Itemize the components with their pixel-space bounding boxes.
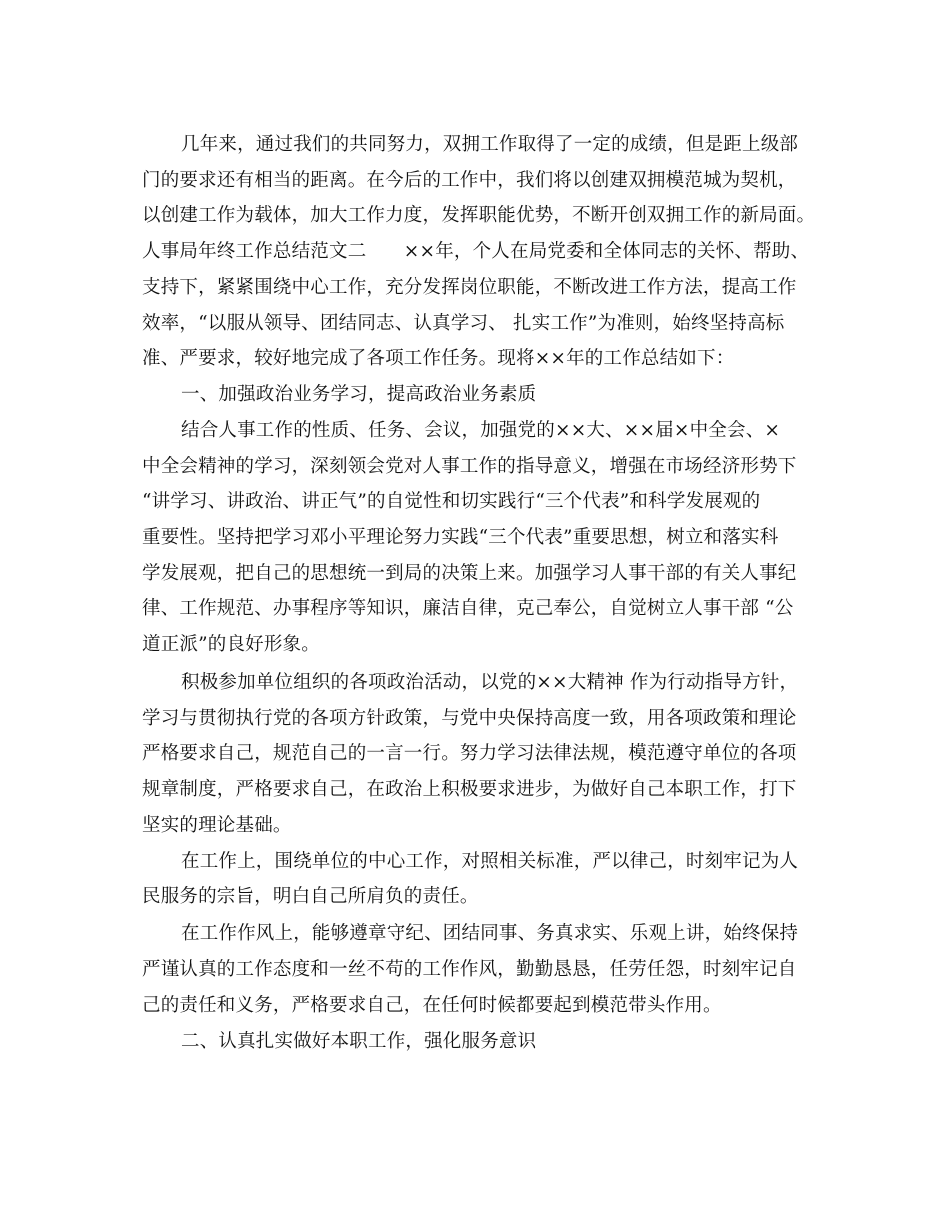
text-line: 在工作作风上，能够遵章守纪、团结同事、务真求实、乐观上讲，始终保持 [181, 923, 799, 944]
text-line: 中全会精神的学习，深刻领会党对人事工作的指导意义，增强在市场经济形势下 [142, 456, 797, 477]
section-heading: 一、加强政治业务学习，提高政治业务素质 [181, 384, 537, 405]
text-line: 积极参加单位组织的各项政治活动，以党的××大精神 作为行动指导方针， [181, 672, 799, 693]
text-line: 结合人事工作的性质、任务、会议，加强党的××大、××届×中全会、× [181, 420, 781, 441]
text-line: 重要性。坚持把学习邓小平理论努力实践“三个代表”重要思想，树立和落实科 [142, 527, 779, 548]
text-line: 学习与贯彻执行党的各项方针政策，与党中央保持高度一致，用各项政策和理论 [142, 708, 797, 729]
text-line: 严格要求自己，规范自己的一言一行。努力学习法律法规，模范遵守单位的各项 [142, 743, 797, 764]
text-line: 在工作上，围绕单位的中心工作，对照相关标准，严以律己，时刻牢记为人 [181, 851, 799, 872]
text-line: 门的要求还有相当的距离。在今后的工作中，我们将以创建双拥模范城为契机， [142, 170, 797, 191]
text-line: 己的责任和义务，严格要求自己，在任何时候都要起到模范带头作用。 [142, 995, 722, 1016]
text-line: 以创建工作为载体，加大工作力度，发挥职能优势，不断开创双拥工作的新局面。 [142, 205, 816, 226]
text-line: 人事局年终工作总结范文二 ××年，个人在局党委和全体同志的关怀、帮助、 [142, 241, 810, 262]
text-line: 律、工作规范、办事程序等知识，廉洁自律，克己奉公，自觉树立人事干部 “公 [142, 598, 794, 619]
text-line: 效率，“以服从领导、团结同志、认真学习、 扎实工作”为准则，始终坚持高标 [142, 313, 785, 334]
text-line: 民服务的宗旨，明白自己所肩负的责任。 [142, 886, 479, 907]
text-line: 道正派”的良好形象。 [142, 634, 320, 655]
text-line: 几年来，通过我们的共同努力，双拥工作取得了一定的成绩，但是距上级部 [181, 134, 799, 155]
text-line: 坚实的理论基础。 [142, 815, 292, 836]
text-line: 规章制度，严格要求自己，在政治上积极要求进步，为做好自己本职工作，打下 [142, 779, 797, 800]
text-line: 学发展观，把自己的思想统一到局的决策上来。加强学习人事干部的有关人事纪 [142, 563, 797, 584]
text-line: 严谨认真的工作态度和一丝不苟的工作作风，勤勤恳恳，任劳任怨，时刻牢记自 [142, 959, 797, 980]
text-line: 准、严要求，较好地完成了各项工作任务。现将××年的工作总结如下： [142, 348, 735, 369]
text-line: “讲学习、讲政治、讲正气”的自觉性和切实践行“三个代表”和科学发展观的 [142, 491, 761, 512]
section-heading: 二、认真扎实做好本职工作，强化服务意识 [181, 1031, 537, 1052]
text-line: 支持下，紧紧围绕中心工作，充分发挥岗位职能，不断改进工作方法，提高工作 [142, 277, 797, 298]
